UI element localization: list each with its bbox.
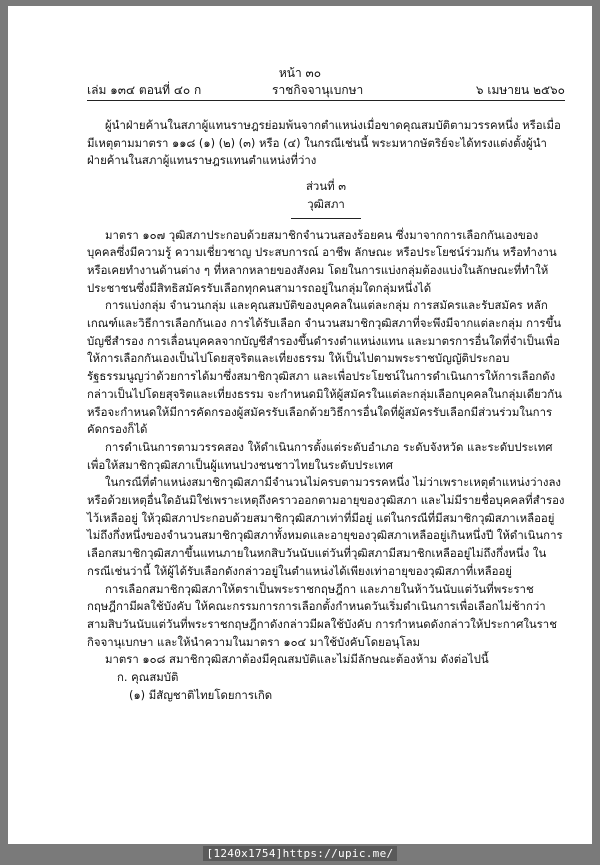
volume-issue: เล่ม ๑๓๔ ตอนที่ ๔๐ ก (87, 83, 202, 97)
paragraph-vacancy: ในกรณีที่ตำแหน่งสมาชิกวุฒิสภามีจำนวนไม่ครบตามวรรคหนึ่ง ไม่ว่าเพราะเหตุตำแหน่งว่างลงหรือด้วยเหตุอื่นใดอันมิใช่เพราะเหตุถึงคราวออกตามอายุของวุฒิสภา และไม่มีรายชื่อบุคคลที่สำรองไว้เหลืออยู่ ให้วุฒิสภาประกอบด้วยสมาชิกวุฒิสภาเท่าที่มีอยู่ แต่ในกรณีที่มีสมาชิกวุฒิสภาเหลืออยู่ไม่ถึงกึ่งหนึ่งของจำนวนสมาชิกวุฒิสภาทั้งหมดและอายุของวุฒิสภาเหลืออยู่เกินหนึ่งปี ให้ดำเนินการเลือกสมาชิกวุฒิสภาขึ้นแทนภายในหกสิบวันนับแต่วันที่วุฒิสภามีสมาชิกเหลืออยู่ไม่ถึงกึ่งหนึ่ง ในกรณีเช่นว่านี้ ให้ผู้ได้รับเลือกดังกล่าวอยู่ในตำแหน่งได้เพียงเท่าอายุของวุฒิสภาที่เหลืออยู่ (87, 475, 565, 578)
document-body (87, 117, 565, 705)
paragraph-opposition-leader: ผู้นำฝ่ายค้านในสภาผู้แทนราษฎรย่อมพ้นจากตำแหน่งเมื่อขาดคุณสมบัติตามวรรคหนึ่ง หรือเมื่อมีเหตุตามมาตรา ๑๑๘ (๑) (๒) (๓) หรือ (๔) ในกรณีเช่นนี้ พระมหากษัตริย์จะได้ทรงแต่งตั้งผู้นำฝ่ายค้านในสภาผู้แทนราษฎรแทนตำแหน่งที่ว่าง (87, 118, 561, 168)
paragraph-grouping: การแบ่งกลุ่ม จำนวนกลุ่ม และคุณสมบัติของบุคคลในแต่ละกลุ่ม การสมัครและรับสมัคร หลักเกณฑ์และวิธีการเลือกกันเอง การได้รับเลือก จำนวนสมาชิกวุฒิสภาที่จะพึงมีจากแต่ละกลุ่ม การขึ้นบัญชีสำรอง การเลื่อนบุคคลจากบัญชีสำรองขึ้นดำรงตำแหน่งแทน และมาตรการอื่นใดที่จำเป็นเพื่อให้การเลือกกันเองเป็นไปโดยสุจริตและเที่ยงธรรม ให้เป็นไปตามพระราชบัญญัติประกอบรัฐธรรมนูญว่าด้วยการได้มาซึ่งสมาชิกวุฒิสภา และเพื่อประโยชน์ในการดำเนินการให้การเลือกดังกล่าวเป็นไปโดยสุจริตและเที่ยงธรรม จะกำหนดมิให้ผู้สมัครในแต่ละกลุ่มเลือกบุคคลในกลุ่มเดียวกัน หรือจะกำหนดให้มีการคัดกรองผู้สมัครรับเลือกด้วยวิธีการอื่นใดที่ผู้สมัครรับเลือกมีส่วนร่วมในการคัดกรองก็ได้ (87, 298, 562, 437)
image-watermark (0, 846, 600, 861)
part-subtitle: วุฒิสภา (307, 196, 345, 211)
list-item-nationality: (๑) มีสัญชาติไทยโดยการเกิด (129, 687, 273, 702)
paragraph-section-108: มาตรา ๑๐๘ สมาชิกวุฒิสภาต้องมีคุณสมบัติและไม่มีลักษณะต้องห้าม ดังต่อไปนี้ (105, 652, 489, 667)
document-page (8, 6, 592, 844)
gazette-title: ราชกิจจานุเบกษา (272, 83, 364, 97)
publication-date: ๖ เมษายน ๒๕๖๐ (475, 83, 565, 97)
paragraph-royal-decree: การเลือกสมาชิกวุฒิสภาให้ตราเป็นพระราชกฤษฎีกา และภายในห้าวันนับแต่วันที่พระราชกฤษฎีกามีผลใช้บังคับ ให้คณะกรรมการการเลือกตั้งกำหนดวันเริ่มดำเนินการเพื่อเลือกไม่ช้ากว่าสามสิบวันนับแต่วันที่พระราชกฤษฎีกาดังกล่าวมีผลใช้บังคับ การกำหนดดังกล่าวให้ประกาศในราชกิจจานุเบกษา และให้นำความในมาตรา ๑๐๔ มาใช้บังคับโดยอนุโลม (87, 581, 557, 649)
page-number: หน้า ๓๐ (278, 66, 322, 80)
section-divider (291, 218, 361, 219)
part-title: ส่วนที่ ๓ (305, 179, 347, 194)
list-item-qualifications: ก. คุณสมบัติ (117, 670, 179, 685)
paragraph-section-107: มาตรา ๑๐๗ วุฒิสภาประกอบด้วยสมาชิกจำนวนสองร้อยคน ซึ่งมาจากการเลือกกันเองของบุคคลซึ่งมีความรู้ ความเชี่ยวชาญ ประสบการณ์ อาชีพ ลักษณะ หรือประโยชน์ร่วมกัน หรือทำงานหรือเคยทำงานด้านต่าง ๆ ที่หลากหลายของสังคม โดยในการแบ่งกลุ่มต้องแบ่งในลักษณะที่ทำให้ประชาชนซึ่งมีสิทธิสมัครรับเลือกทุกคนสามารถอยู่ในกลุ่มใดกลุ่มหนึ่งได้ (87, 227, 557, 295)
header-divider (87, 100, 565, 101)
paragraph-levels: การดำเนินการตามวรรคสอง ให้ดำเนินการตั้งแต่ระดับอำเภอ ระดับจังหวัด และระดับประเทศ เพื่อให้สมาชิกวุฒิสภาเป็นผู้แทนปวงชนชาวไทยในระดับประเทศ (87, 439, 553, 472)
watermark-text: [1240x1754]https://upic.me/ (203, 846, 398, 861)
